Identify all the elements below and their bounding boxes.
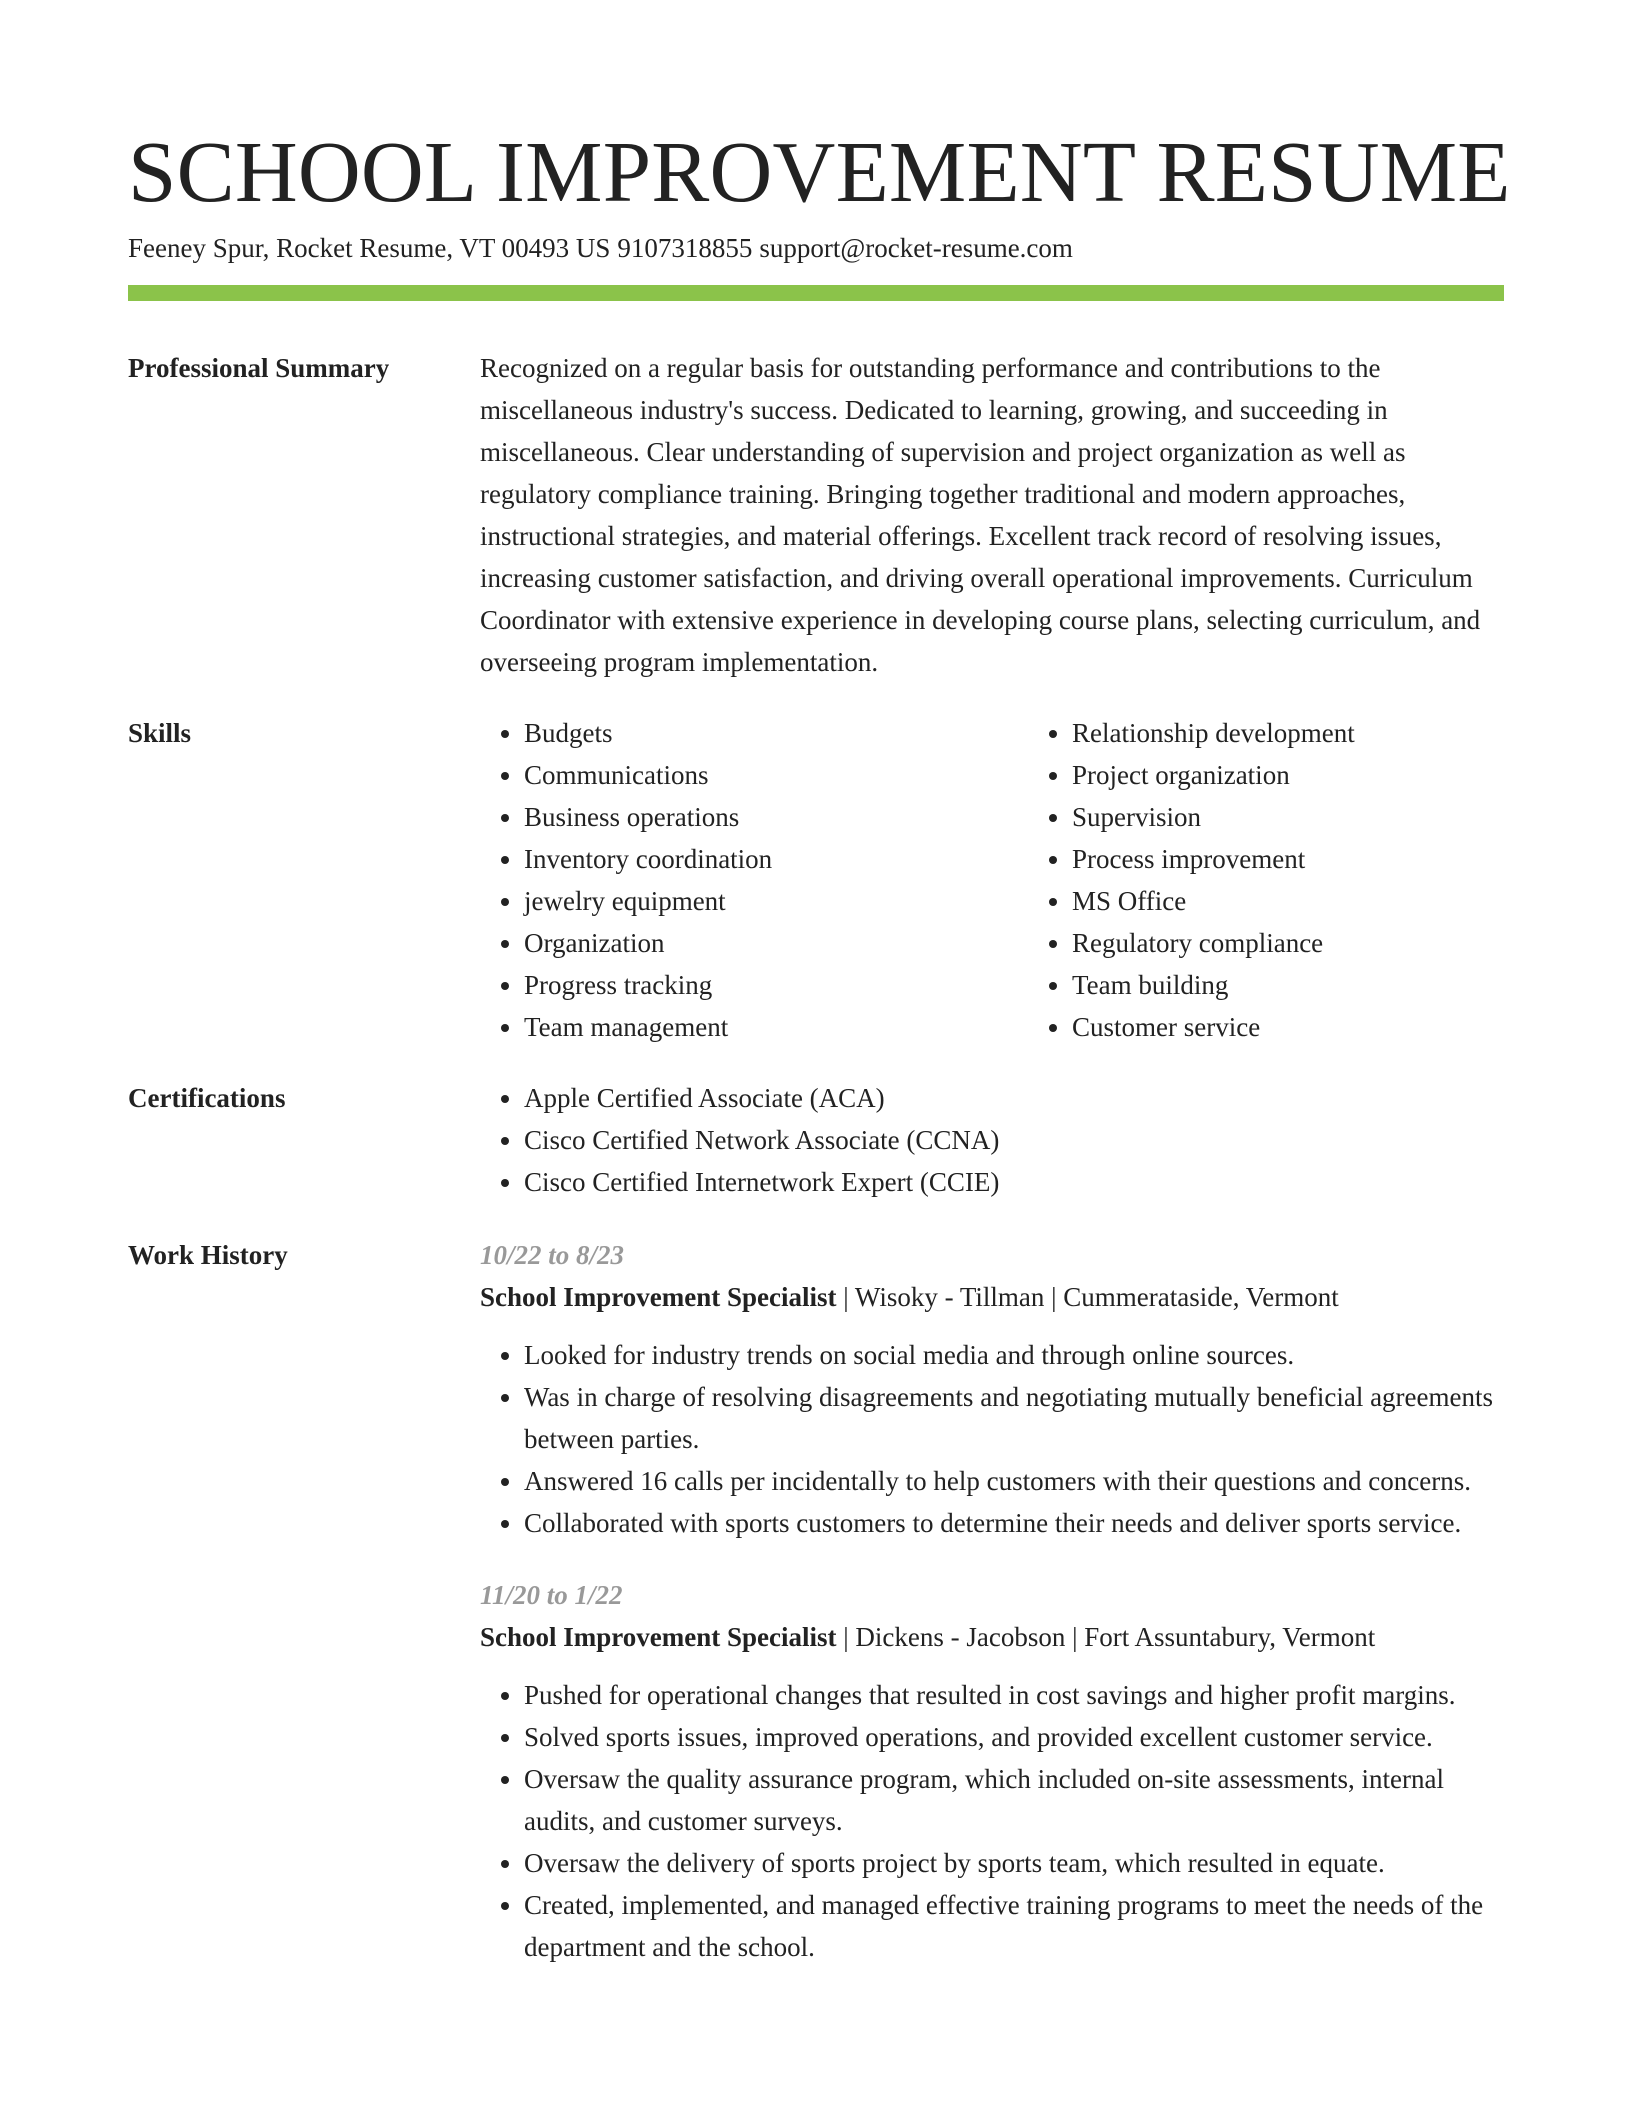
summary-body xyxy=(480,347,1504,683)
summary-heading: Professional Summary xyxy=(128,353,390,383)
certification-item: • Cisco Certified Internetwork Expert (CCIE) xyxy=(524,1161,1504,1203)
certifications-list xyxy=(480,1077,1504,1203)
job-title: School Improvement Specialist xyxy=(480,1622,837,1652)
skill-item: • Budgets xyxy=(524,712,984,754)
skill-item: • Team management xyxy=(524,1006,984,1048)
job-heading xyxy=(480,1276,1504,1318)
skill-item: • Process improvement xyxy=(1072,838,1532,880)
work-history-heading: Work History xyxy=(128,1240,288,1270)
contact-address: Feeney Spur, Rocket Resume, VT 00493 US xyxy=(128,233,611,263)
job-heading xyxy=(480,1616,1504,1658)
certifications-heading: Certifications xyxy=(128,1083,286,1113)
skill-item: • Business operations xyxy=(524,796,984,838)
skill-item: • Progress tracking xyxy=(524,964,984,1006)
skill-item: • jewelry equipment xyxy=(524,880,984,922)
summary-text: Recognized on a regular basis for outstanding performance and contributions to the miscellaneous industry's success. Dedicated to learning, growing, and succeeding in miscellaneous. Clear understanding of supervision and project organization as well as regulatory compliance training. Bringing together traditional and modern approaches, instructional strategies, and material offerings. Excellent track record of resolving issues, increasing customer satisfaction, and driving overall operational improvements. Curriculum Coordinator with extensive experience in developing course plans, selecting curriculum, and overseeing program implementation. xyxy=(480,353,1481,677)
job-title: School Improvement Specialist xyxy=(480,1282,837,1312)
job-dates: 10/22 to 8/23 xyxy=(480,1240,625,1270)
job-bullet: • Looked for industry trends on social media and through online sources. xyxy=(524,1334,1504,1376)
skill-item: • Relationship development xyxy=(1072,712,1532,754)
job-bullet: • Oversaw the quality assurance program, which included on-site assessments, internal audits, and customer surveys. xyxy=(524,1758,1504,1842)
job-details: | Wisoky - Tillman | Cummerataside, Vermont xyxy=(836,1282,1339,1312)
skill-item: • Project organization xyxy=(1072,754,1532,796)
skill-item: • Team building xyxy=(1072,964,1532,1006)
job-bullet: • Answered 16 calls per incidentally to help customers with their questions and concerns. xyxy=(524,1460,1504,1502)
contact-phone: 9107318855 xyxy=(617,233,753,263)
job-bullet: • Pushed for operational changes that resulted in cost savings and higher profit margins. xyxy=(524,1674,1504,1716)
work-history-body xyxy=(480,1234,1504,1968)
header-divider xyxy=(128,285,1504,301)
job-bullet: • Oversaw the delivery of sports project by sports team, which resulted in equate. xyxy=(524,1842,1504,1884)
skill-item: • Customer service xyxy=(1072,1006,1532,1048)
job-bullet: • Was in charge of resolving disagreements and negotiating mutually beneficial agreements between parties. xyxy=(524,1376,1504,1460)
job-entry xyxy=(480,1574,1504,1968)
job-bullet: • Solved sports issues, improved operations, and provided excellent customer service. xyxy=(524,1716,1504,1758)
certifications-body xyxy=(480,1077,1504,1203)
job-bullet: • Created, implemented, and managed effective training programs to meet the needs of the department and the school. xyxy=(524,1884,1504,1968)
job-entry xyxy=(480,1234,1504,1544)
job-bullets xyxy=(480,1674,1504,1968)
certification-item: • Cisco Certified Network Associate (CCNA) xyxy=(524,1119,1504,1161)
skills-heading: Skills xyxy=(128,718,192,748)
resume-title: SCHOOL IMPROVEMENT RESUME xyxy=(128,123,1511,220)
skill-item: • Inventory coordination xyxy=(524,838,984,880)
job-bullets xyxy=(480,1334,1504,1544)
skills-list-left xyxy=(480,712,984,1048)
skills-body xyxy=(480,712,1504,1048)
job-dates: 11/20 to 1/22 xyxy=(480,1580,623,1610)
skill-item: • Supervision xyxy=(1072,796,1532,838)
certification-item: • Apple Certified Associate (ACA) xyxy=(524,1077,1504,1119)
skills-list-right xyxy=(1028,712,1532,1048)
skill-item: • Communications xyxy=(524,754,984,796)
job-bullet: • Collaborated with sports customers to determine their needs and deliver sports service. xyxy=(524,1502,1504,1544)
skills-columns xyxy=(480,712,1504,1048)
skill-item: • Regulatory compliance xyxy=(1072,922,1532,964)
contact-email: support@rocket-resume.com xyxy=(759,233,1073,263)
skill-item: • Organization xyxy=(524,922,984,964)
contact-line xyxy=(128,230,1073,266)
skill-item: • MS Office xyxy=(1072,880,1532,922)
job-details: | Dickens - Jacobson | Fort Assuntabury, Vermont xyxy=(836,1622,1376,1652)
